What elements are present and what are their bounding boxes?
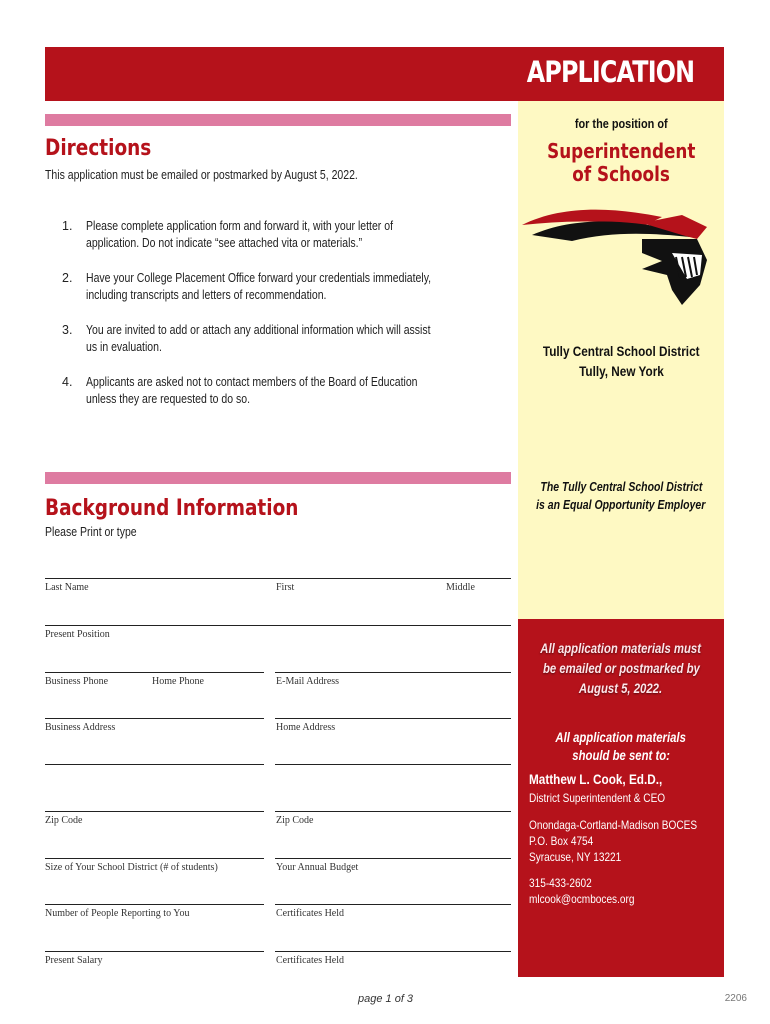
home-address-field[interactable]	[275, 718, 511, 719]
present-salary-field[interactable]	[45, 951, 264, 952]
email-field[interactable]	[275, 672, 511, 673]
equal-opportunity-statement: The Tully Central School District is an Equal Opportunity Employer	[536, 480, 706, 512]
field-label: First	[276, 582, 295, 593]
field-label: Present Position	[45, 629, 110, 640]
field-label: Zip Code	[276, 815, 314, 826]
contact-city: Syracuse, NY 13221	[529, 850, 622, 864]
field-label: Present Salary	[45, 955, 103, 966]
field-label: Business Address	[45, 722, 116, 733]
business-address-line2-field[interactable]	[45, 764, 264, 765]
contact-po-box: P.O. Box 4754	[529, 834, 594, 848]
field-label: Your Annual Budget	[276, 862, 359, 873]
people-reporting-field[interactable]	[45, 904, 264, 905]
deadline-notice: All application materials must be emailed or postmarked by August 5, 2022.	[540, 641, 702, 696]
district-size-field[interactable]	[45, 858, 264, 859]
background-subheading: Please Print or type	[45, 525, 137, 539]
field-label: Certificates Held	[276, 908, 345, 919]
page-number: page 1 of 3	[358, 993, 414, 1005]
field-label: Size of Your School District (# of students)	[45, 862, 218, 873]
field-label: Certificates Held	[276, 955, 345, 966]
section-divider	[45, 114, 511, 126]
contact-title: District Superintendent & CEO	[529, 791, 666, 805]
last-name-field[interactable]	[45, 578, 511, 579]
field-label: Last Name	[45, 582, 89, 593]
certificates-held-field[interactable]	[275, 904, 511, 905]
zip-code-field[interactable]	[45, 811, 264, 812]
business-address-field[interactable]	[45, 718, 264, 719]
field-label: Business Phone	[45, 676, 109, 687]
contact-phone: 315-433-2602	[529, 876, 592, 890]
contact-email[interactable]: mlcook@ocmboces.org	[529, 892, 635, 906]
field-label: Number of People Reporting to You	[45, 908, 190, 919]
position-title: Superintendent of Schools	[546, 139, 696, 186]
section-divider	[45, 472, 511, 484]
field-label: Zip Code	[45, 815, 83, 826]
certificates-held-field[interactable]	[275, 951, 511, 952]
send-to-heading: All application materials should be sent to:	[555, 730, 687, 763]
district-name: Tully Central School District Tully, New York	[542, 343, 700, 379]
contact-organization: Onondaga-Cortland-Madison BOCES	[529, 818, 698, 832]
background-heading: Background Information	[45, 496, 299, 521]
document-code: 2206	[724, 993, 747, 1004]
field-label: Home Address	[276, 722, 336, 733]
annual-budget-field[interactable]	[275, 858, 511, 859]
page-title: APPLICATION	[526, 55, 694, 89]
contact-name: Matthew L. Cook, Ed.D.,	[529, 771, 663, 787]
directions-heading: Directions	[45, 136, 152, 161]
header-banner	[45, 47, 724, 101]
field-label: Middle	[446, 582, 475, 593]
zip-code-field[interactable]	[275, 811, 511, 812]
knight-helmet-logo-icon	[522, 205, 722, 315]
home-address-line2-field[interactable]	[275, 764, 511, 765]
present-position-field[interactable]	[45, 625, 511, 626]
field-label: Home Phone	[152, 676, 204, 687]
field-label: E-Mail Address	[276, 676, 340, 687]
for-position-label: for the position of	[574, 116, 668, 131]
directions-intro: This application must be emailed or postmarked by August 5, 2022.	[45, 168, 358, 182]
phone-field[interactable]	[45, 672, 264, 673]
